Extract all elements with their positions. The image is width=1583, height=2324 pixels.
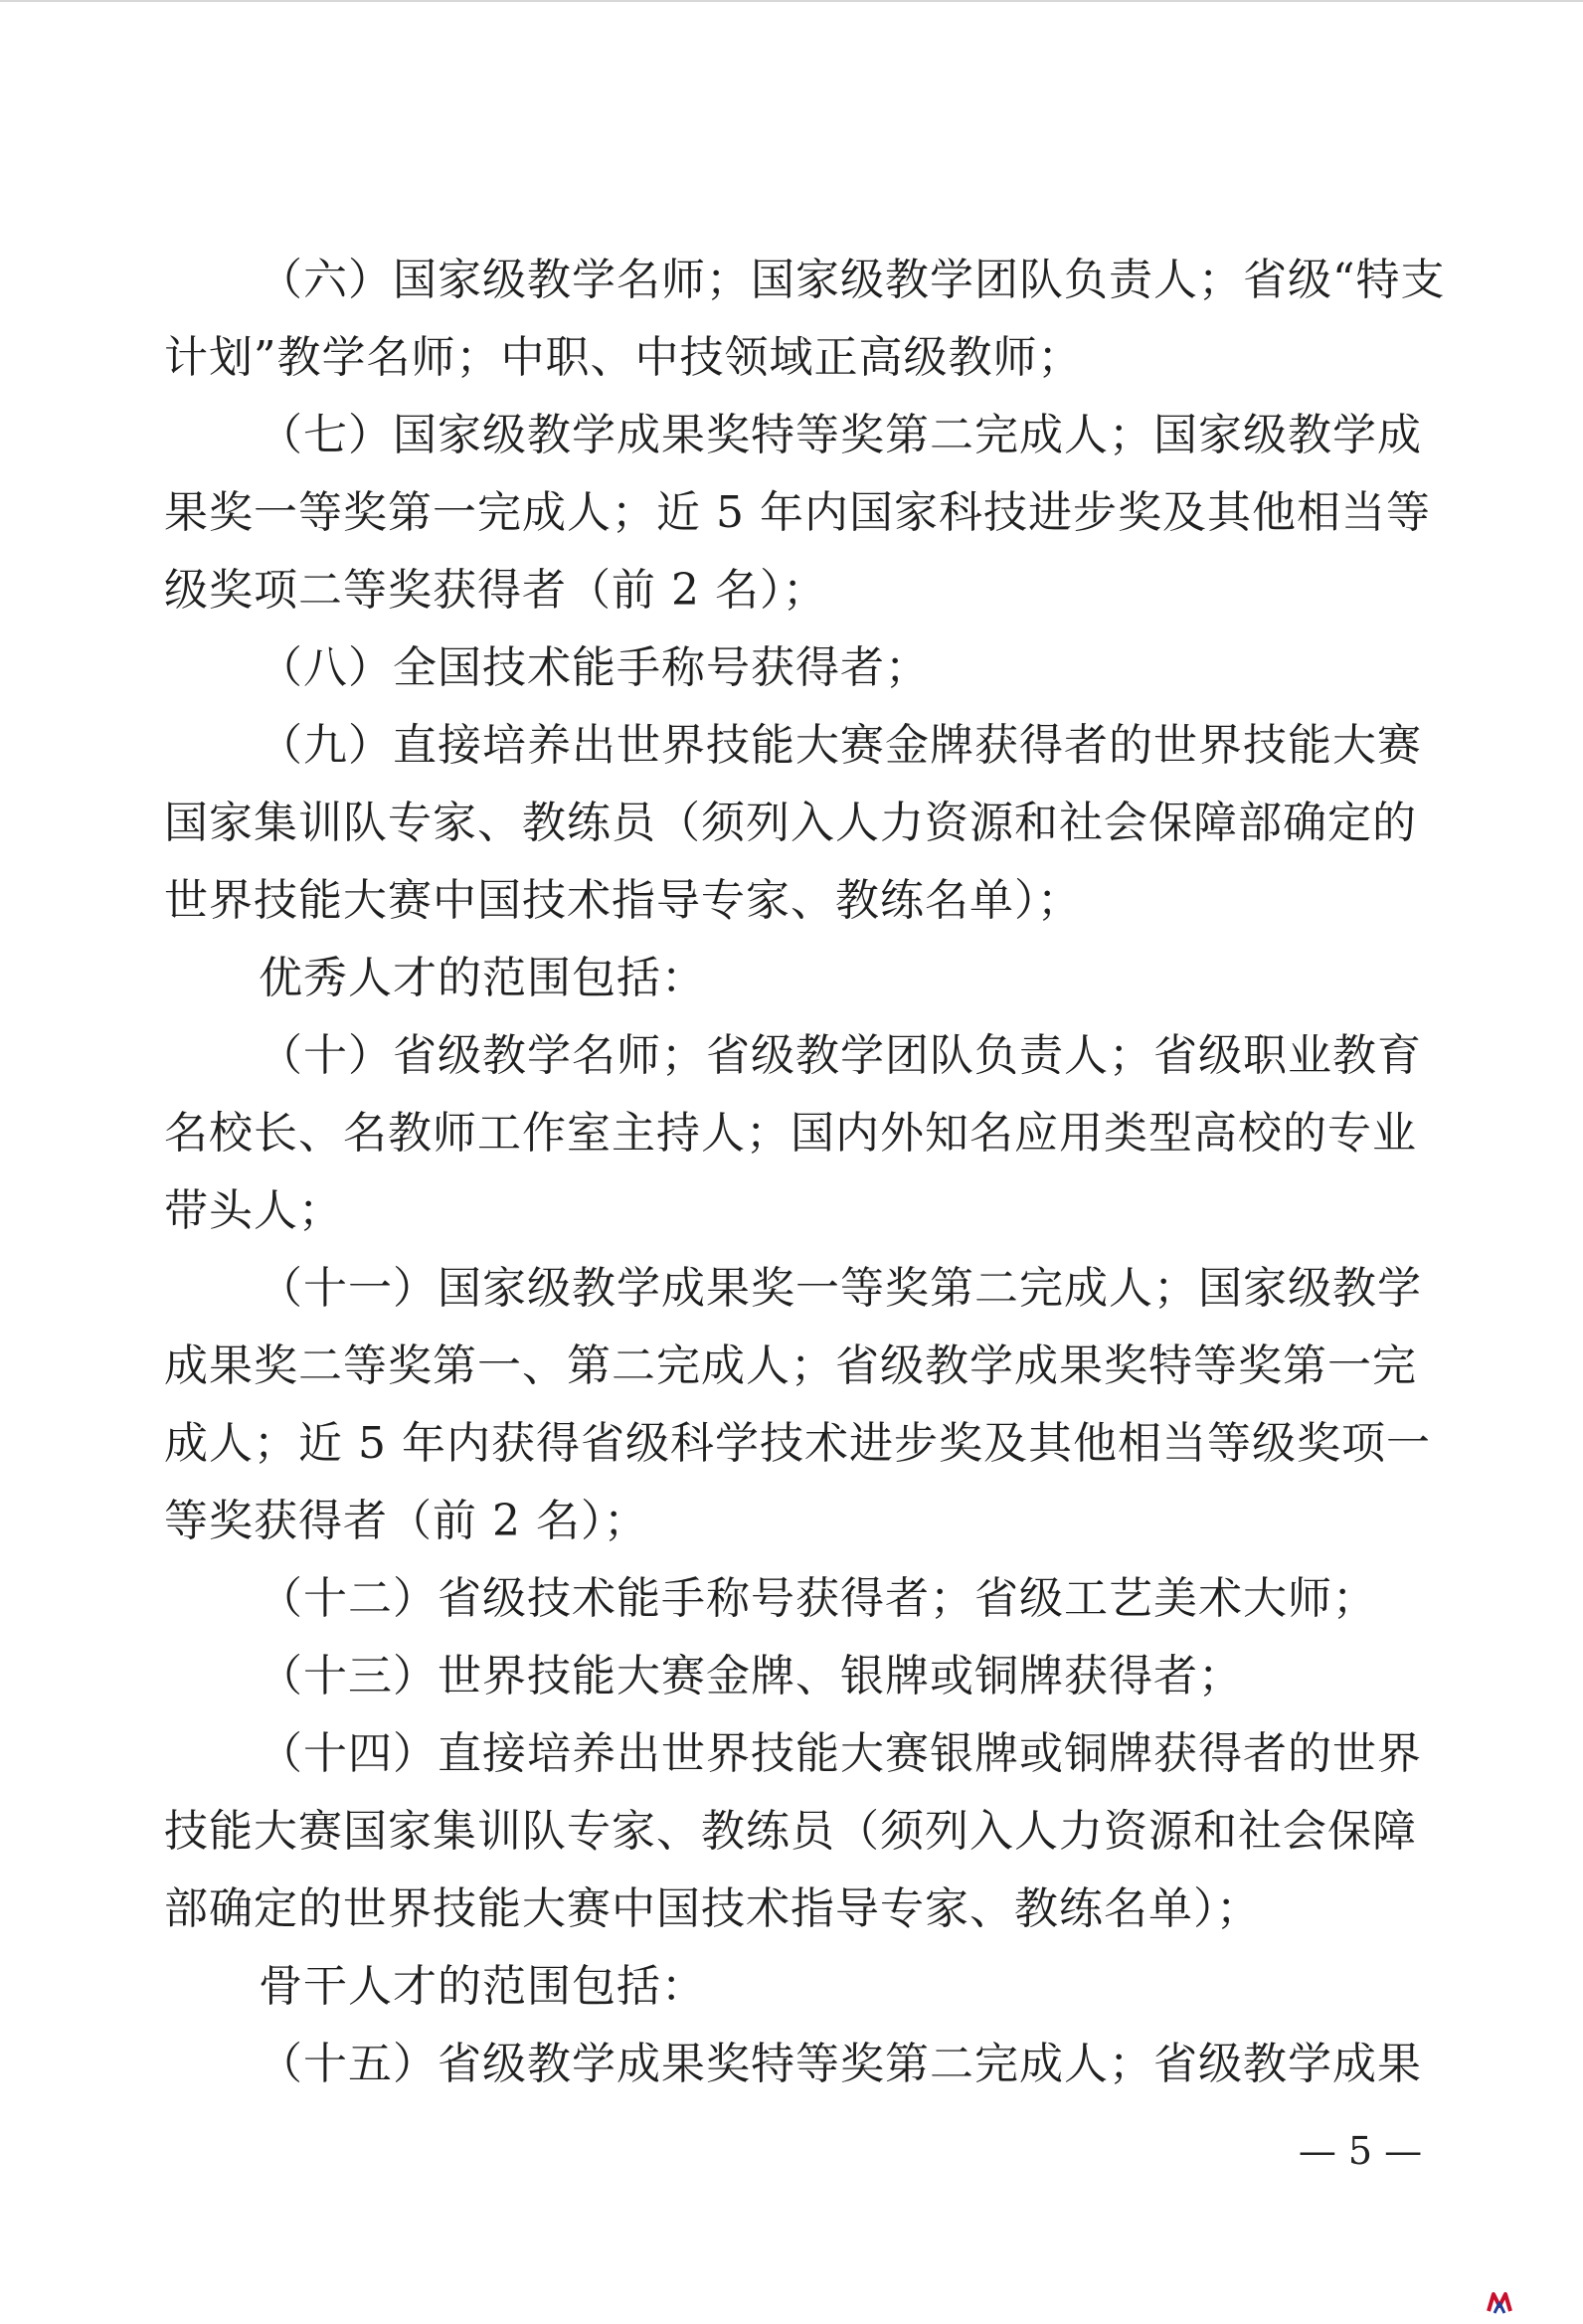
document-line-2: 计划”教学名师；中职、中技领域正高级教师； (164, 332, 1083, 383)
document-line-21: 技能大赛国家集训队专家、教练员（须列入人力资源和社会保障 (164, 1806, 1417, 1857)
document-line-17: 等奖获得者（前 2 名）； (164, 1496, 648, 1546)
document-line-6: （八）全国技术能手称号获得者； (259, 642, 930, 693)
document-line-3: （七）国家级教学成果奖特等奖第二完成人；国家级教学成 (259, 410, 1422, 460)
document-line-8: 国家集训队专家、教练员（须列入人力资源和社会保障部确定的 (164, 798, 1417, 848)
document-line-22: 部确定的世界技能大赛中国技术指导专家、教练名单）； (164, 1883, 1261, 1934)
stamp-mark-icon (1487, 2290, 1512, 2314)
document-line-14: （十一）国家级教学成果奖一等奖第二完成人；国家级教学 (259, 1263, 1422, 1314)
document-line-19: （十三）世界技能大赛金牌、银牌或铜牌获得者； (259, 1651, 1243, 1701)
page-number: — 5 — (1298, 2129, 1423, 2173)
document-line-16: 成人；近 5 年内获得省级科学技术进步奖及其他相当等级奖项一 (164, 1418, 1431, 1469)
document-line-15: 成果奖二等奖第一、第二完成人；省级教学成果奖特等奖第一完 (164, 1341, 1417, 1391)
document-line-20: （十四）直接培养出世界技能大赛银牌或铜牌获得者的世界 (259, 1728, 1422, 1779)
document-line-24: （十五）省级教学成果奖特等奖第二完成人；省级教学成果 (259, 2039, 1422, 2089)
document-line-11: （十）省级教学名师；省级教学团队负责人；省级职业教育 (259, 1030, 1422, 1081)
document-line-13: 带头人； (164, 1185, 343, 1236)
document-line-5: 级奖项二等奖获得者（前 2 名）； (164, 565, 827, 616)
document-line-18: （十二）省级技术能手称号获得者；省级工艺美术大师； (259, 1573, 1377, 1624)
document-line-4: 果奖一等奖第一完成人；近 5 年内国家科技进步奖及其他相当等 (164, 487, 1431, 538)
document-line-12: 名校长、名教师工作室主持人；国内外知名应用类型高校的专业 (164, 1108, 1417, 1159)
document-body (164, 242, 1446, 2103)
document-line-7: （九）直接培养出世界技能大赛金牌获得者的世界技能大赛 (259, 720, 1422, 771)
document-line-1: （六）国家级教学名师；国家级教学团队负责人；省级“特支 (259, 255, 1446, 305)
section-heading-outstanding-talents: 优秀人才的范围包括： (259, 953, 706, 1003)
section-heading-backbone-talents: 骨干人才的范围包括： (259, 1961, 706, 2012)
document-line-9: 世界技能大赛中国技术指导专家、教练名单）； (164, 875, 1082, 926)
